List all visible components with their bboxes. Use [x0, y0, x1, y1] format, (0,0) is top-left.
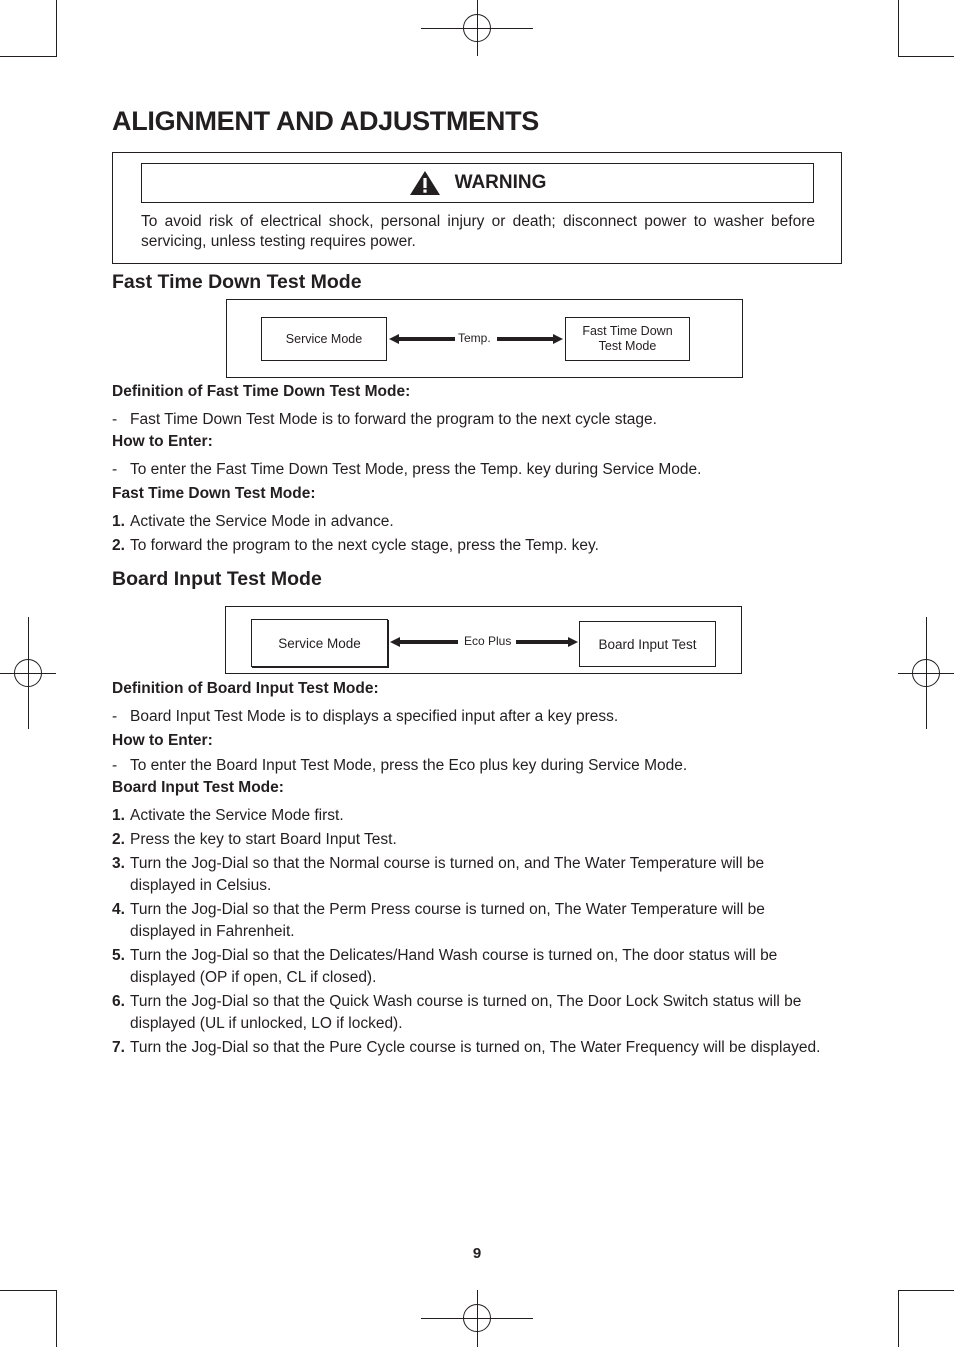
board-input-test-node: [579, 621, 716, 667]
fast-time-down-node: [565, 317, 690, 361]
bullet-dash: -: [112, 411, 118, 428]
fast-time-down-definition-text: Fast Time Down Test Mode is to forward the program to the next cycle stage.: [130, 411, 657, 428]
step-number: 4.: [112, 901, 125, 918]
arrow-right-icon: [516, 636, 578, 648]
list-item: [112, 991, 824, 1035]
fast-time-down-section-title: Fast Time Down Test Mode: [112, 271, 362, 293]
fast-time-down-diagram: [226, 299, 743, 378]
page-number: 9: [472, 1245, 482, 1262]
list-item: [112, 1037, 824, 1059]
step-number: 7.: [112, 1039, 125, 1056]
warning-box: [112, 152, 842, 264]
fast-time-down-steps: [112, 511, 824, 557]
service-mode-node: [261, 317, 387, 361]
board-input-how-text: To enter the Board Input Test Mode, press the Eco plus key during Service Mode.: [130, 757, 688, 774]
board-input-how: [112, 757, 842, 775]
arrow-right-icon: [497, 333, 563, 345]
step-number: 2.: [112, 831, 125, 848]
list-item: [112, 805, 824, 827]
step-text: Turn the Jog-Dial so that the Delicates/Hand Wash course is turned on, The door status will be displayed (OP if open, CL if closed).: [130, 947, 778, 986]
step-number: 1.: [112, 513, 125, 530]
fast-time-down-how-text: To enter the Fast Time Down Test Mode, press the Temp. key during Service Mode.: [130, 461, 702, 478]
board-input-section-title: Board Input Test Mode: [112, 568, 322, 590]
board-input-test-node-label: Board Input Test: [598, 636, 697, 652]
step-text: Turn the Jog-Dial so that the Quick Wash course is turned on, The Door Lock Switch status will be displayed (UL if unlocked, LO if locked).: [130, 993, 802, 1032]
step-text: Activate the Service Mode first.: [130, 807, 344, 824]
board-input-diagram: [225, 606, 742, 674]
page-title: ALIGNMENT AND ADJUSTMENTS: [112, 106, 539, 136]
step-text: Press the key to start Board Input Test.: [130, 831, 397, 848]
step-number: 6.: [112, 993, 125, 1010]
step-number: 1.: [112, 807, 125, 824]
service-mode-node: [251, 619, 388, 667]
board-input-steps: [112, 805, 824, 1059]
service-mode-node-label: Service Mode: [278, 635, 361, 651]
board-input-definition: [112, 708, 842, 726]
board-input-definition-heading: Definition of Board Input Test Mode:: [112, 680, 379, 697]
list-item: [112, 829, 824, 851]
fast-time-down-mode-heading: Fast Time Down Test Mode:: [112, 485, 316, 502]
warning-header: [141, 163, 814, 203]
list-item: [112, 945, 824, 989]
step-text: Turn the Jog-Dial so that the Perm Press course is turned on, The Water Temperature will be displayed in Fahrenheit.: [130, 901, 765, 940]
step-text: To forward the program to the next cycle stage, press the Temp. key.: [130, 537, 599, 554]
bullet-dash: -: [112, 708, 118, 725]
step-text: Turn the Jog-Dial so that the Pure Cycle course is turned on, The Water Frequency will be displayed.: [130, 1039, 821, 1056]
list-item: [112, 853, 824, 897]
step-text: Turn the Jog-Dial so that the Normal course is turned on, and The Water Temperature will be displayed in Celsius.: [130, 855, 765, 894]
fast-time-down-how: [112, 461, 842, 479]
warning-triangle-icon: [409, 170, 441, 196]
step-number: 3.: [112, 855, 125, 872]
warning-label: WARNING: [454, 172, 547, 193]
bullet-dash: -: [112, 461, 118, 478]
fast-time-down-node-line2: Test Mode: [598, 339, 657, 353]
eco-plus-key-label: Eco Plus: [464, 634, 512, 648]
step-number: 2.: [112, 537, 125, 554]
fast-time-down-node-line1: Fast Time Down: [582, 324, 673, 338]
step-number: 5.: [112, 947, 125, 964]
fast-time-down-how-heading: How to Enter:: [112, 433, 213, 450]
step-text: Activate the Service Mode in advance.: [130, 513, 394, 530]
arrow-left-icon: [389, 333, 455, 345]
list-item: [112, 511, 824, 533]
list-item: [112, 899, 824, 943]
board-input-definition-text: Board Input Test Mode is to displays a specified input after a key press.: [130, 708, 619, 725]
list-item: [112, 535, 824, 557]
bullet-dash: -: [112, 757, 118, 774]
board-input-how-heading: How to Enter:: [112, 732, 213, 749]
fast-time-down-definition: [112, 411, 842, 429]
arrow-left-icon: [390, 636, 458, 648]
board-input-mode-heading: Board Input Test Mode:: [112, 779, 284, 796]
temp-key-label: Temp.: [458, 331, 491, 345]
warning-text: To avoid risk of electrical shock, personal injury or death; disconnect power to washer before servicing, unless testing requires power.: [141, 213, 815, 250]
service-mode-node-label: Service Mode: [285, 331, 363, 346]
fast-time-down-definition-heading: Definition of Fast Time Down Test Mode:: [112, 383, 411, 400]
